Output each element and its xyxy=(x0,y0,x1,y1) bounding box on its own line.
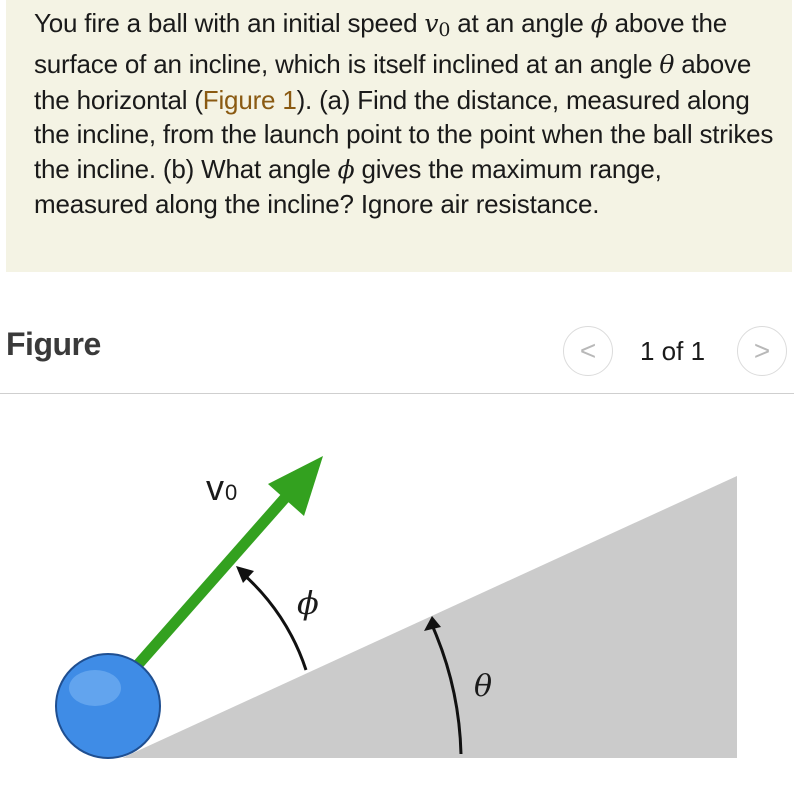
ball-highlight xyxy=(69,670,121,706)
figure-title: Figure xyxy=(6,326,101,362)
chevron-left-icon: < xyxy=(579,335,597,366)
phi-symbol: ϕ xyxy=(590,9,608,38)
v0-label: v0 xyxy=(206,467,238,508)
phi-symbol-2: ϕ xyxy=(337,154,355,184)
figure-header xyxy=(0,318,794,394)
theta-symbol: θ xyxy=(659,50,675,80)
velocity-arrow-shaft xyxy=(135,490,292,668)
ball xyxy=(56,654,160,758)
figure-counter: 1 of 1 xyxy=(640,336,706,366)
v0-symbol: $v_0$ xyxy=(424,9,451,41)
problem-statement xyxy=(6,0,792,272)
incline-diagram xyxy=(0,394,794,802)
next-figure-button[interactable] xyxy=(737,326,787,376)
incline-wedge xyxy=(122,476,737,758)
previous-figure-button[interactable] xyxy=(563,326,613,376)
phi-label: ϕ xyxy=(297,584,319,622)
theta-label: θ xyxy=(474,669,493,704)
figure-1-link[interactable]: Figure 1 xyxy=(202,84,297,115)
chevron-right-icon: > xyxy=(753,335,771,366)
problem-text: You fire a ball with an initial speed $v_0$ at an angle ϕ above the surface of an incline, which is itself inclined at an angle θ above the horizontal (Figure 1). (a) Find the distance, measured along the incline, from the launch point to the point when the ball strikes the incline. (b) What angle ϕ gives the maximum range, measured along the incline? Ignore air resistance. xyxy=(34,8,774,220)
